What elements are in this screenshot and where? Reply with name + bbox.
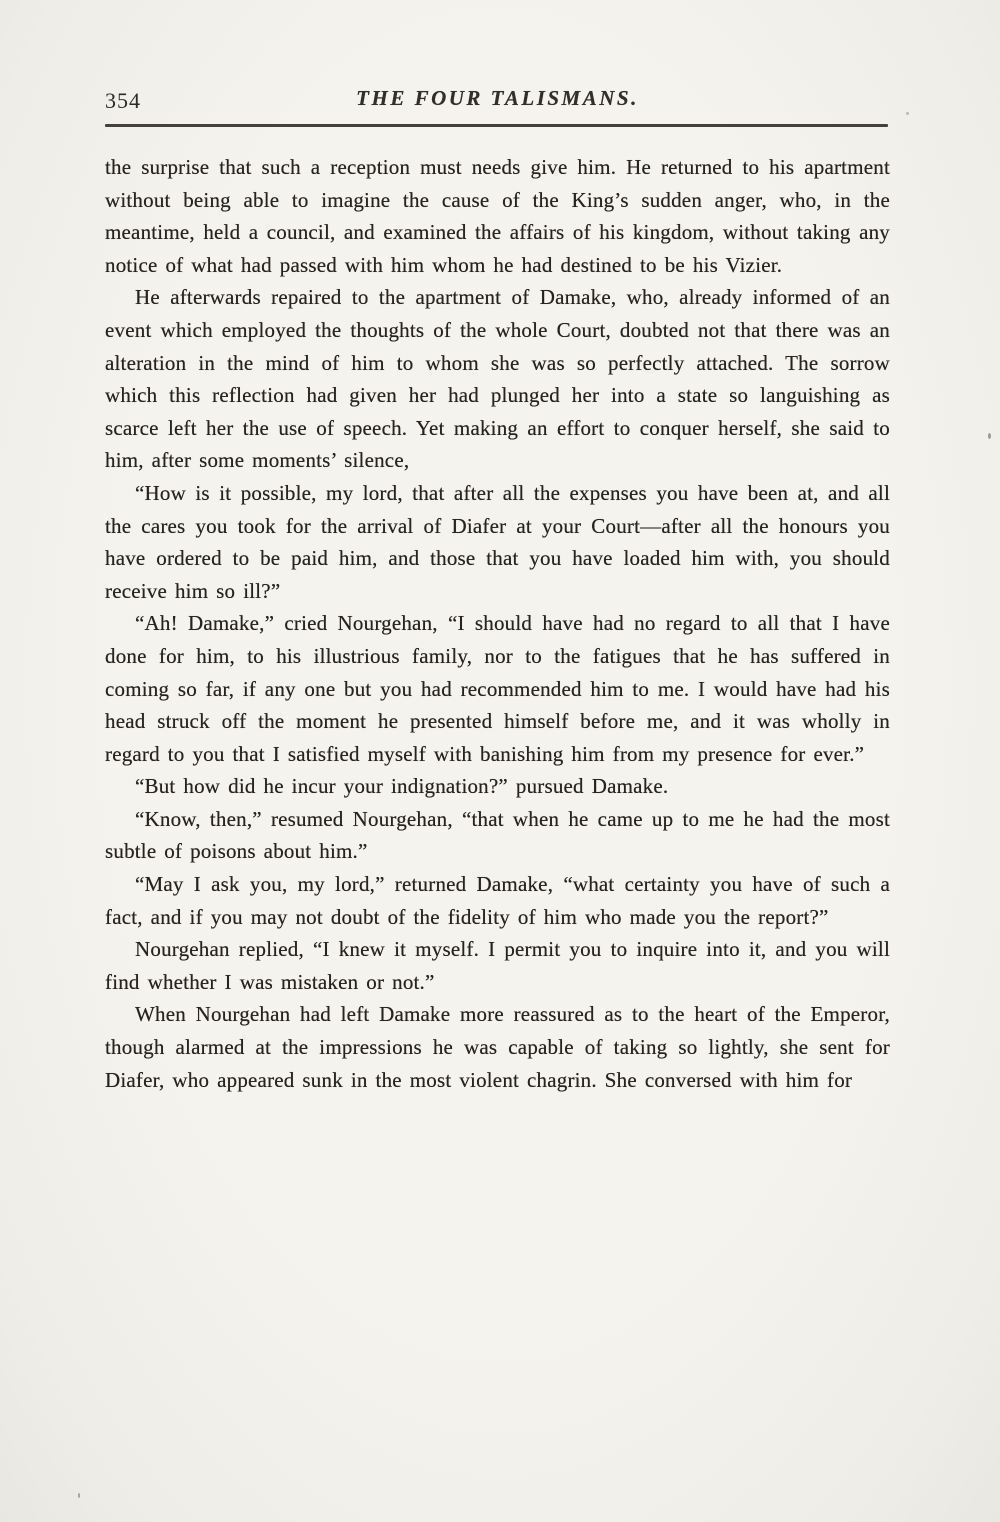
paragraph: “How is it possible, my lord, that after all the expenses you have been at, and all the cares you took for the arrival of Diafer at your Court—after all the honours you have ordered to be paid him, and those that you have loaded him with, you should receive him so ill?” <box>105 480 890 603</box>
page-number: 354 <box>105 88 141 113</box>
page-body <box>105 151 890 1096</box>
paragraph: He afterwards repaired to the apartment of Damake, who, already informed of an event which employed the thoughts of the whole Court, doubted not that there was an alteration in the mind of him to whom she was so perfectly attached. The sorrow which this reflection had given her had plunged her into a state so languishing as scarce left her the use of speech. Yet making an effort to conquer herself, she said to him, after some moments’ silence, <box>105 285 890 473</box>
paragraph: “Ah! Damake,” cried Nourgehan, “I should have had no regard to all that I have done for him, to his illustrious family, nor to the fatigues that he has suffered in coming so far, if any one but you had recommended him to me. I would have had his head struck off the moment he presented himself before me, and it was wholly in regard to you that I satisfied myself with banishing him from my presence for ever.” <box>105 611 890 766</box>
header-rule <box>105 124 888 127</box>
paragraph: “Know, then,” resumed Nourgehan, “that when he came up to me he had the most subtle of poisons about him.” <box>105 806 890 864</box>
running-title: THE FOUR TALISMANS. <box>356 86 639 110</box>
scan-speckle <box>78 1493 80 1498</box>
page-header <box>105 86 890 118</box>
scan-speckle <box>988 433 991 439</box>
paragraph: Nourgehan replied, “I knew it myself. I permit you to inquire into it, and you will find whether I was mistaken or not.” <box>105 937 890 994</box>
paragraph: “But how did he incur your indignation?” pursued Damake. <box>135 774 669 799</box>
paragraph: the surprise that such a reception must needs give him. He returned to his apartment without being able to imagine the cause of the King’s sudden anger, who, in the meantime, held a council, and examined the affairs of his kingdom, without taking any notice of what had passed with him whom he had destined to be his Vizier. <box>105 155 890 277</box>
scan-speckle <box>906 112 909 115</box>
paragraph: “May I ask you, my lord,” returned Damake, “what certainty you have of such a fact, and if you may not doubt of the fidelity of him who made you the report?” <box>105 872 890 929</box>
paragraph: When Nourgehan had left Damake more reassured as to the heart of the Emperor, though alarmed at the impressions he was capable of taking so lightly, she sent for Diafer, who appeared sunk in the most violent chagrin. She conversed with him for <box>105 1002 890 1092</box>
